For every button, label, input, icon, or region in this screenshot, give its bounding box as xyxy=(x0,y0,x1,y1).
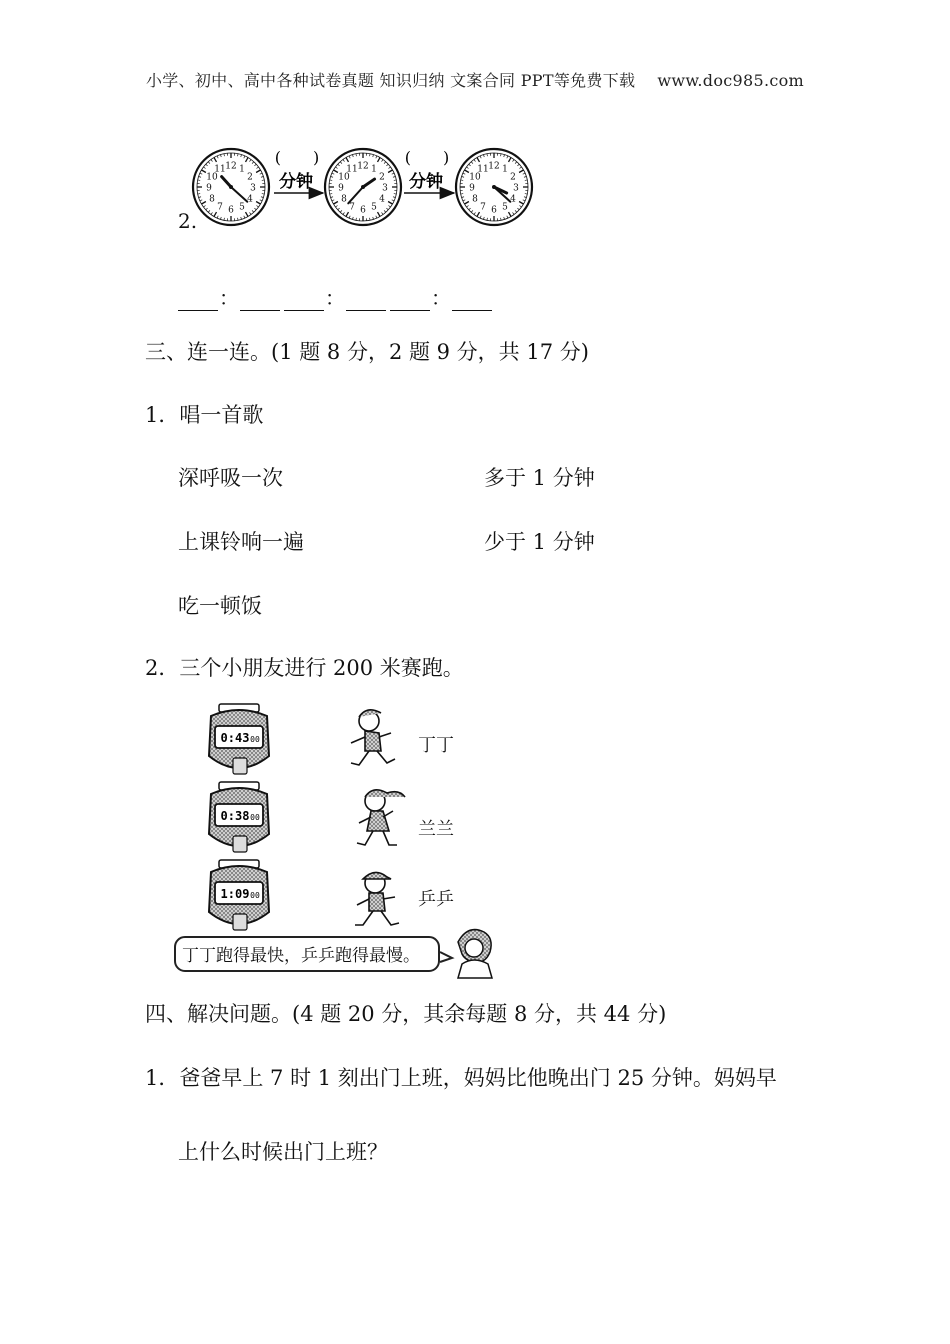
answer-blank[interactable] xyxy=(240,294,280,311)
stopwatch xyxy=(209,860,269,930)
clock-center xyxy=(361,185,365,189)
problem-1-line-1: 1．爸爸早上 7 时 1 刻出门上班，妈妈比他晚出门 25 分钟。妈妈早 xyxy=(145,1066,777,1090)
stopwatch-time: 1:09 xyxy=(220,887,250,901)
clock-numeral: 11 xyxy=(214,164,226,175)
clock-numeral: 10 xyxy=(338,172,350,183)
stopwatch-fraction: 00 xyxy=(250,735,260,744)
header-text: 小学、初中、高中各种试卷真题 知识归纳 文案合同 PPT等免费下载 xyxy=(145,71,636,90)
clock-numeral: 11 xyxy=(477,164,489,175)
clock-numeral: 5 xyxy=(239,202,245,213)
clock-numeral: 7 xyxy=(217,202,223,213)
colon: ： xyxy=(325,286,345,310)
problem-1-line-2: 上什么时候出门上班？ xyxy=(178,1140,388,1164)
stopwatch xyxy=(209,704,269,774)
unit-label: 分钟 xyxy=(409,172,443,192)
clock-numeral: 2 xyxy=(510,172,516,183)
clock-numeral: 12 xyxy=(225,161,237,172)
clock-numeral: 10 xyxy=(469,172,481,183)
blank-paren: ( ) xyxy=(404,148,450,167)
right-item[interactable]: 多于 1 分钟 xyxy=(484,466,595,490)
clock-numeral: 3 xyxy=(513,183,519,194)
clock-numeral: 9 xyxy=(469,183,475,194)
clock-numeral: 7 xyxy=(480,202,486,213)
colon: ： xyxy=(219,286,239,310)
q2-prompt: 2．三个小朋友进行 200 米赛跑。 xyxy=(145,656,464,680)
clock-numeral: 1 xyxy=(502,164,508,175)
runner-name[interactable]: 乒乒 xyxy=(418,889,454,910)
clock-numeral: 8 xyxy=(341,194,347,205)
clock-numeral: 5 xyxy=(371,202,377,213)
runner-name[interactable]: 丁丁 xyxy=(418,735,454,756)
girl-runner-icon xyxy=(357,790,405,845)
clock-numeral: 4 xyxy=(379,194,385,205)
right-item[interactable]: 少于 1 分钟 xyxy=(484,530,595,554)
page-header xyxy=(0,68,950,91)
runners xyxy=(345,705,415,935)
runner-name[interactable]: 兰兰 xyxy=(418,819,454,840)
blank-paren: ( ) xyxy=(274,148,320,167)
clock-face xyxy=(456,149,532,225)
clock-numeral: 12 xyxy=(357,161,369,172)
left-item[interactable]: 上课铃响一遍 xyxy=(178,530,304,554)
clock-center xyxy=(492,185,496,189)
clock-face xyxy=(193,149,269,225)
left-item[interactable]: 吃一顿饭 xyxy=(178,594,262,618)
answer-blank[interactable] xyxy=(284,294,324,311)
stopwatch xyxy=(209,782,269,852)
clock-numeral: 6 xyxy=(491,205,497,216)
boy-cap-runner-icon xyxy=(355,872,399,925)
stopwatch-time: 0:43 xyxy=(220,731,250,745)
clock-numeral: 3 xyxy=(382,183,388,194)
colon: ： xyxy=(431,286,451,310)
clock-sequence xyxy=(190,145,540,235)
stopwatch-time: 0:38 xyxy=(220,809,250,823)
clock-numeral: 1 xyxy=(371,164,377,175)
clock-numeral: 1 xyxy=(239,164,245,175)
clock-numeral: 8 xyxy=(209,194,215,205)
left-item[interactable]: 深呼吸一次 xyxy=(178,466,283,490)
boy-runner-icon xyxy=(351,710,395,765)
unit-label: 分钟 xyxy=(279,172,313,192)
clock-numeral: 2 xyxy=(247,172,253,183)
clock-numeral: 2 xyxy=(379,172,385,183)
clock-face xyxy=(325,149,401,225)
clock-numeral: 4 xyxy=(510,194,516,205)
answer-blank[interactable] xyxy=(390,294,430,311)
q1-prompt: 1．唱一首歌 xyxy=(145,403,264,427)
clock-numeral: 9 xyxy=(338,183,344,194)
clock-numeral: 10 xyxy=(206,172,218,183)
clock-numeral: 12 xyxy=(488,161,500,172)
clock-numeral: 4 xyxy=(247,194,253,205)
question-number: 2. xyxy=(178,209,198,233)
section-3-title: 三、连一连。(1 题 8 分，2 题 9 分，共 17 分) xyxy=(145,340,589,364)
clock-numeral: 6 xyxy=(228,205,234,216)
clock-numeral: 5 xyxy=(502,202,508,213)
header-site: www.doc985.com xyxy=(657,71,805,90)
clock-numeral: 11 xyxy=(346,164,358,175)
clock-numeral: 3 xyxy=(250,183,256,194)
answer-blank[interactable] xyxy=(178,294,218,311)
section-4-title: 四、解决问题。(4 题 20 分，其余每题 8 分，共 44 分) xyxy=(145,1002,667,1026)
clock-numeral: 6 xyxy=(360,205,366,216)
clock-numeral: 9 xyxy=(206,183,212,194)
clock-numeral: 8 xyxy=(472,194,478,205)
answer-blanks xyxy=(178,282,492,311)
answer-blank[interactable] xyxy=(346,294,386,311)
stopwatch-fraction: 00 xyxy=(250,891,260,900)
speech-bubble: 丁丁跑得最快，乒乒跑得最慢。 xyxy=(174,936,440,972)
clock-center xyxy=(229,185,233,189)
girl-speaker-icon xyxy=(438,922,500,980)
stopwatch-fraction: 00 xyxy=(250,813,260,822)
clock-numeral: 7 xyxy=(349,202,355,213)
stopwatches xyxy=(205,702,273,932)
answer-blank[interactable] xyxy=(452,294,492,311)
